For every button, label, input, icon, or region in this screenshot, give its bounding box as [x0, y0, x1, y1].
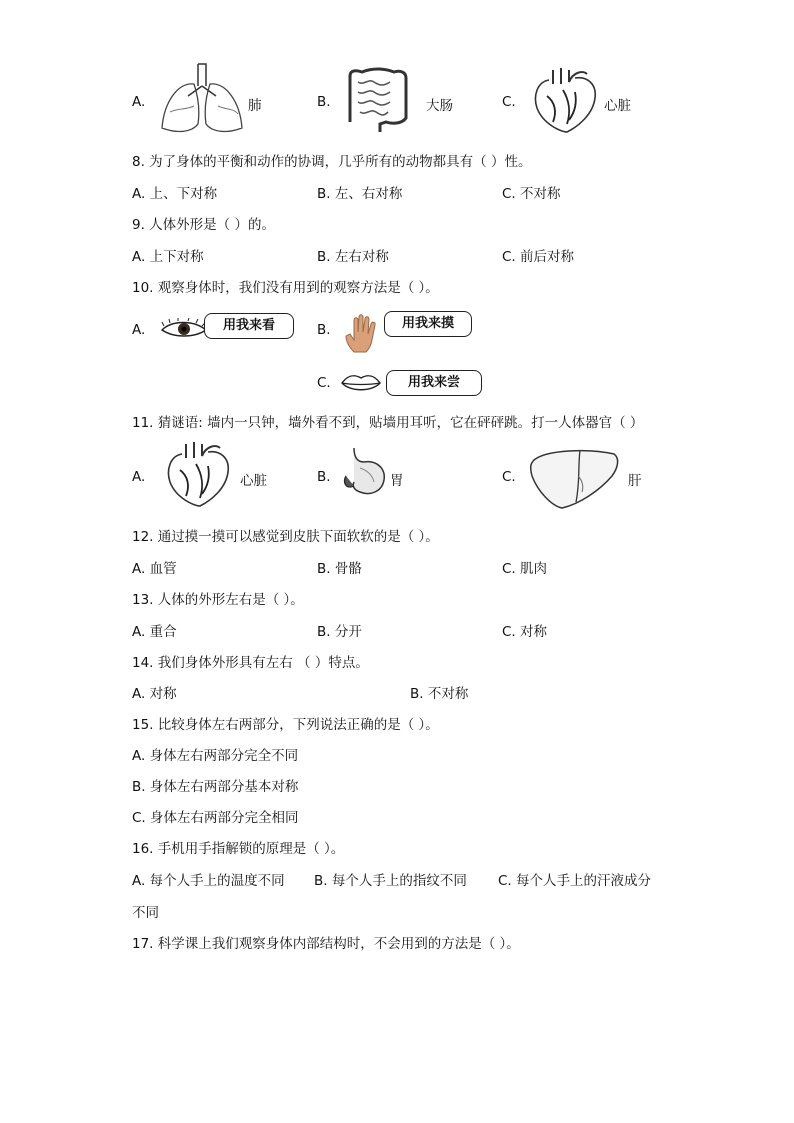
- q14-option-a[interactable]: A. 对称: [132, 686, 177, 702]
- q7-option-a-label: 肺: [248, 98, 262, 114]
- lips-icon: [340, 372, 382, 394]
- q11-option-b-letter[interactable]: B.: [317, 469, 331, 485]
- q15-option-b[interactable]: B. 身体左右两部分基本对称: [132, 779, 299, 795]
- q12-option-b[interactable]: B. 骨骼: [317, 561, 362, 577]
- q13-option-a[interactable]: A. 重合: [132, 624, 177, 640]
- q15-option-a[interactable]: A. 身体左右两部分完全不同: [132, 748, 299, 764]
- q12-option-a[interactable]: A. 血管: [132, 561, 177, 577]
- q14-option-b[interactable]: B. 不对称: [410, 686, 469, 702]
- q8-option-c[interactable]: C. 不对称: [502, 186, 561, 202]
- q8-option-b[interactable]: B. 左、右对称: [317, 186, 403, 202]
- q13-option-c[interactable]: C. 对称: [502, 624, 548, 640]
- question-17-text: 17. 科学课上我们观察身体内部结构时，不会用到的方法是（ ）。: [132, 936, 520, 952]
- q16-option-c-continuation: 不同: [132, 905, 159, 921]
- question-11-text: 11. 猜谜语: 墙内一只钟，墙外看不到，贴墙用耳听，它在砰砰跳。打一人体器官（ ）: [132, 415, 644, 431]
- q16-option-a[interactable]: A. 每个人手上的温度不同: [132, 873, 285, 889]
- question-12-text: 12. 通过摸一摸可以感觉到皮肤下面软软的是（ ）。: [132, 529, 439, 545]
- question-15-text: 15. 比较身体左右两部分，下列说法正确的是（ ）。: [132, 717, 439, 733]
- q12-option-c[interactable]: C. 肌肉: [502, 561, 548, 577]
- question-8-text: 8. 为了身体的平衡和动作的协调，几乎所有的动物都具有（ ）性。: [132, 154, 532, 170]
- q10-option-b-letter[interactable]: B.: [317, 322, 331, 338]
- question-10-text: 10. 观察身体时，我们没有用到的观察方法是（ ）。: [132, 280, 439, 296]
- eye-icon: [160, 318, 208, 340]
- q16-option-b[interactable]: B. 每个人手上的指纹不同: [314, 873, 467, 889]
- q11-option-b-label: 胃: [390, 473, 404, 489]
- q9-option-c[interactable]: C. 前后对称: [502, 249, 575, 265]
- q7-option-c-label: 心脏: [604, 98, 631, 114]
- question-13-text: 13. 人体的外形左右是（ ）。: [132, 592, 304, 608]
- q10-option-c-letter[interactable]: C.: [317, 375, 331, 391]
- q8-option-a[interactable]: A. 上、下对称: [132, 186, 218, 202]
- lungs-icon: [158, 62, 246, 136]
- question-14-text: 14. 我们身体外形具有左右 （ ）特点。: [132, 655, 369, 671]
- q9-option-a[interactable]: A. 上下对称: [132, 249, 204, 265]
- q11-option-c-letter[interactable]: C.: [502, 469, 516, 485]
- q7-option-b-letter[interactable]: B.: [317, 94, 331, 110]
- hand-icon: [342, 314, 382, 354]
- large-intestine-icon: [342, 66, 412, 136]
- q10-option-b-bubble: 用我来摸: [384, 311, 472, 337]
- question-9-text: 9. 人体外形是（ ）的。: [132, 217, 275, 233]
- q7-option-c-letter[interactable]: C.: [502, 94, 516, 110]
- question-16-text: 16. 手机用手指解锁的原理是（ ）。: [132, 841, 345, 857]
- q16-option-c[interactable]: C. 每个人手上的汗液成分: [498, 873, 652, 889]
- q15-option-c[interactable]: C. 身体左右两部分完全相同: [132, 810, 299, 826]
- q13-option-b[interactable]: B. 分开: [317, 624, 362, 640]
- q10-option-a-letter[interactable]: A.: [132, 322, 146, 338]
- q11-option-c-label: 肝: [628, 473, 642, 489]
- heart-icon: [160, 440, 236, 508]
- q7-option-a-letter[interactable]: A.: [132, 94, 146, 110]
- q11-option-a-label: 心脏: [240, 473, 267, 489]
- liver-icon: [528, 446, 622, 510]
- q10-option-a-bubble: 用我来看: [204, 313, 294, 339]
- q9-option-b[interactable]: B. 左右对称: [317, 249, 389, 265]
- stomach-icon: [340, 446, 390, 498]
- q7-option-b-label: 大肠: [426, 98, 453, 114]
- q11-option-a-letter[interactable]: A.: [132, 469, 146, 485]
- heart-icon: [527, 66, 603, 134]
- q10-option-c-bubble: 用我来尝: [386, 370, 482, 396]
